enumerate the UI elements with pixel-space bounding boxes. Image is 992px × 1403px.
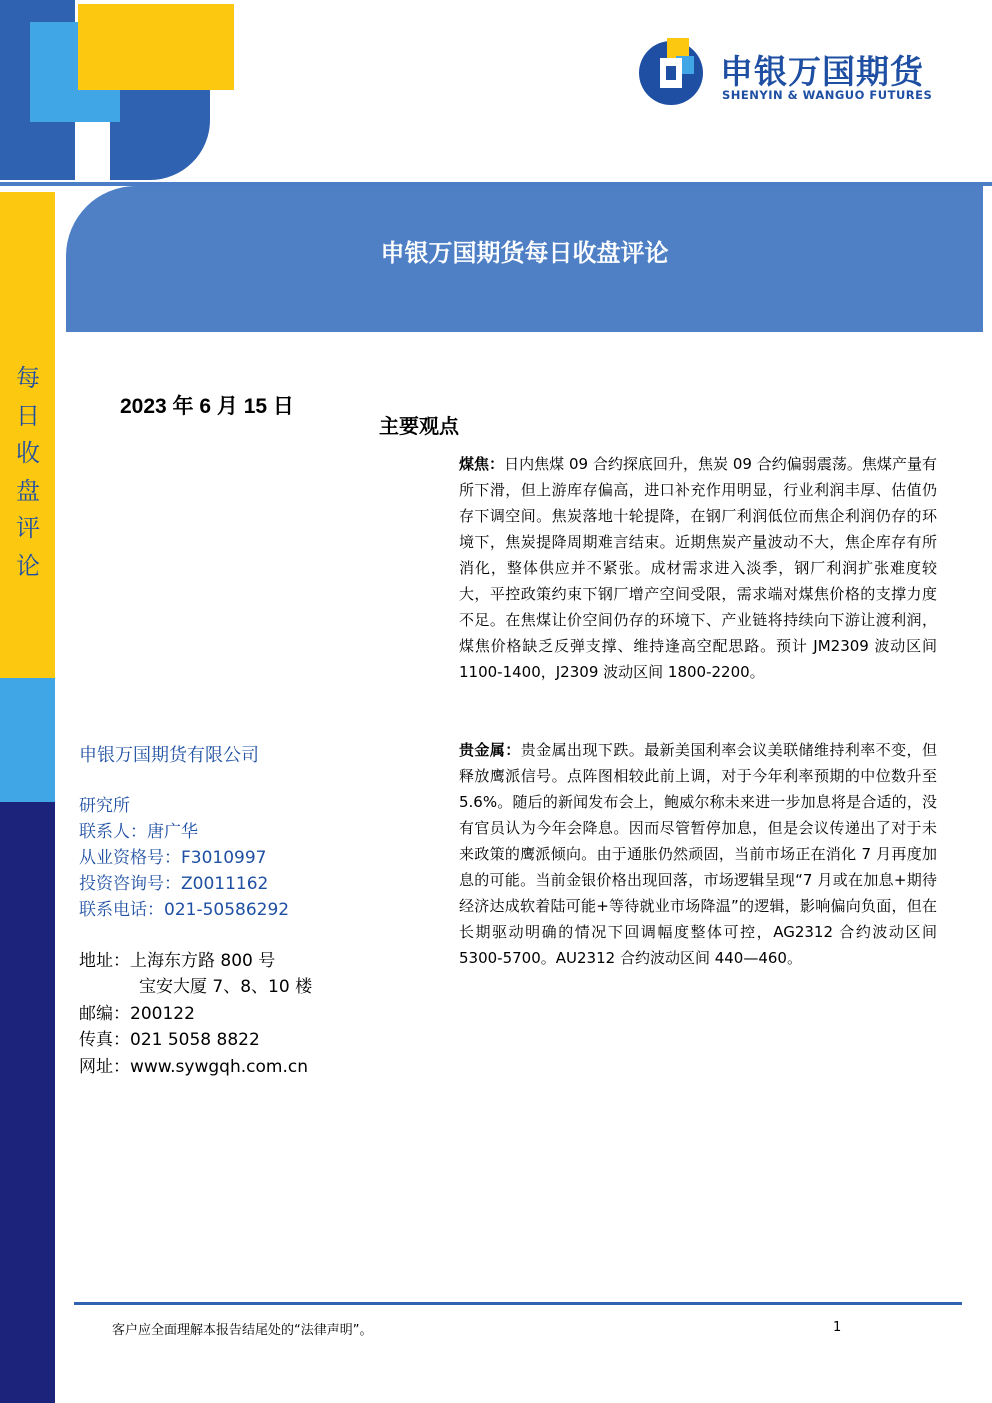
paragraph-precious-metals bbox=[459, 737, 937, 971]
side-strip-light bbox=[0, 678, 55, 802]
company-name: 申银万国期货有限公司 bbox=[79, 745, 259, 766]
title-banner bbox=[66, 186, 983, 332]
side-title-char: 收 bbox=[16, 439, 40, 467]
paragraph-label: 煤焦： bbox=[459, 455, 505, 473]
website: 网址：www.sywgqh.com.cn bbox=[79, 1056, 308, 1077]
postcode: 邮编：200122 bbox=[79, 1003, 195, 1024]
section-heading: 主要观点 bbox=[379, 414, 459, 438]
address-line: 宝安大厦 7、8、10 楼 bbox=[139, 977, 313, 998]
side-title-char: 盘 bbox=[16, 476, 40, 505]
footer-rule bbox=[74, 1302, 962, 1305]
header-decoration-yellow-block bbox=[78, 4, 234, 90]
page-number: 1 bbox=[833, 1320, 842, 1335]
logo-mark-icon bbox=[636, 36, 706, 106]
contact-phone: 联系电话：021-50586292 bbox=[79, 900, 290, 920]
paragraph-text: 贵金属出现下跌。最新美国利率会议美联储维持利率不变，但释放鹰派信号。点阵图相较此前上调，对于今年利率预期的中位数升至 5.6%。随后的新闻发布会上，鲍威尔称未来进一步加息将是合适的，没有官员认为今年会降息。因而尽管暂停加息，但是会议传递出了对于未来政策的鹰派倾向。由于通胀仍然顽固，当前市场正在消化 7 月再度加息的可能。当前金银价格出现回落，市场逻辑呈现“7 月或在加息+期待经济达成软着陆可能+等待就业市场降温”的逻辑，影响偏向负面，但在长期驱动明确的情况下回调幅度整体可控，AG2312 合约波动区间 5300-5700。AU2312 合约波动区间 440—460。 bbox=[459, 741, 937, 967]
side-strip-navy bbox=[0, 802, 55, 1403]
contact-advisory-number: 投资咨询号：Z0011162 bbox=[79, 874, 269, 894]
footer-disclaimer: 客户应全面理解本报告结尾处的“法律声明”。 bbox=[112, 1323, 373, 1338]
side-title-char: 每 bbox=[16, 364, 40, 392]
paragraph-coking-coal bbox=[459, 451, 937, 685]
address-block bbox=[79, 948, 312, 1080]
side-title-char: 日 bbox=[16, 401, 40, 430]
contact-person: 联系人：唐广华 bbox=[79, 822, 198, 842]
contact-qualification: 从业资格号：F3010997 bbox=[79, 848, 267, 868]
contact-department: 研究所 bbox=[79, 796, 130, 816]
document-title: 申银万国期货每日收盘评论 bbox=[380, 239, 669, 267]
company-logo bbox=[636, 32, 933, 108]
contact-block bbox=[79, 793, 289, 923]
report-date: 2023 年 6 月 15 日 bbox=[120, 395, 294, 418]
side-title-char: 评 bbox=[16, 514, 40, 542]
paragraph-label: 贵金属： bbox=[459, 741, 521, 759]
fax: 传真：021 5058 8822 bbox=[79, 1030, 260, 1051]
paragraph-text: 日内焦煤 09 合约探底回升，焦炭 09 合约偏弱震荡。焦煤产量有所下滑，但上游库存偏高，进口补充作用明显，行业利润丰厚、估值仍存下调空间。焦炭落地十轮提降，在钢厂利润低位而焦企利润仍存的环境下，焦炭提降周期难言结束。近期焦炭产量波动不大，焦企库存有所消化，整体供应并不紧张。成材需求进入淡季，钢厂利润扩张难度较大，平控政策约束下钢厂增产空间受限，需求端对煤焦价格的支撑力度不足。在焦煤让价空间仍存的环境下、产业链将持续向下游让渡利润，煤焦价格缺乏反弹支撑、维持逢高空配思路。预计 JM2309 波动区间 1100-1400，J2309 波动区间 1800-2200。 bbox=[459, 455, 937, 681]
logo-name-en: SHENYIN & WANGUO FUTURES bbox=[722, 88, 933, 102]
side-vertical-title bbox=[12, 360, 44, 585]
logo-name-cn: 申银万国期货 bbox=[720, 52, 924, 91]
address-line: 地址：上海东方路 800 号 bbox=[79, 951, 276, 971]
side-title-char: 论 bbox=[16, 551, 40, 580]
